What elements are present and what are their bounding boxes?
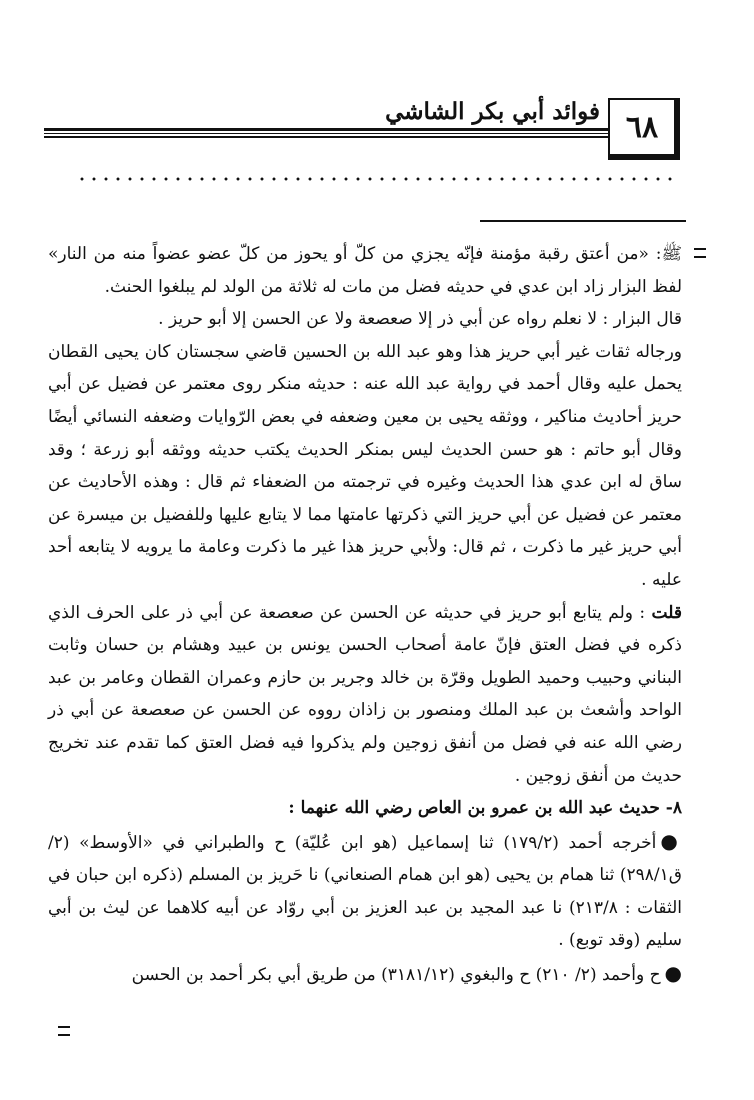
- bullet-item: [48, 825, 682, 957]
- bullet-icon: ●: [664, 961, 682, 986]
- header-rule-thick-2: [44, 136, 610, 138]
- page-body: [48, 238, 682, 992]
- dotted-separator: [76, 176, 676, 182]
- header-rule-thick: [44, 128, 610, 131]
- bullet-text: ح وأحمد (٢/ ٢١٠) ح والبغوي (٣١٨١/١٢) من طريق أبي بكر أحمد بن الحسن: [131, 965, 661, 986]
- qultu-label: قلت: [651, 602, 682, 623]
- margin-mark-bottom: [58, 1026, 70, 1036]
- qultu-text: : ولم يتابع أبو حريز في حديثه عن الحسن عن صعصعة عن أبي ذر على الحرف الذي ذكره في فضل العتق فإنّ عامة أصحاب الحسن يونس بن عبيد وهشام بن حسان وثابت البناني وحبيب وحميد الطويل وقرّة بن خالد وجرير بن حازم وعمران القطان وعامر بن عبد الواحد وأشعث بن عبد الملك ومنصور بن زاذان رووه عن الحسن عن صعصعة عن أبي ذر رضي الله عنه في فضل من أنفق زوجين ولم يذكروا فيه فضل العتق كما تقدم عند تخريج حديث من أنفق زوجين .: [48, 602, 682, 786]
- qultu-paragraph: [48, 597, 682, 793]
- bullet-item: [48, 957, 682, 992]
- section-heading: ٨- حديث عبد الله بن عمرو بن العاص رضي الله عنهما :: [288, 798, 682, 819]
- bullet-text: أخرجه أحمد (١٧٩/٢) ثنا إسماعيل (هو ابن عُليّة) ح والطبراني في «الأوسط» (٢/ق٢٩٨/١) ثنا همام بن يحيى (هو ابن همام الصنعاني) نا حَريز بن المسلم (ذكره ابن حبان في الثقات : ٢١٣/٨) نا عبد المجيد بن عبد العزيز بن أبي روّاد عن أبيه كلاهما عن ليث بن أبي سليم (وقد توبع) .: [48, 832, 683, 951]
- header-rule-thin: [44, 133, 610, 134]
- paragraph: ﷺ: «من أعتق رقبة مؤمنة فإنّه يجزي من كلّ أو يحوز من كلّ عضو عضواً منه من النار» لفظ البزار زاد ابن عدي في حديثه فضل من مات له ثلاثة من الولد لم يبلغوا الحنث.: [48, 244, 682, 297]
- book-title: فوائد أبي بكر الشاشي: [385, 98, 600, 125]
- paragraph: ورجاله ثقات غير أبي حريز هذا وهو عبد الله بن الحسين قاضي سجستان كان يحيى القطان يحمل عليه وقال أحمد في رواية عبد الله عنه : حديثه منكر روى معتمر عن فضيل عن أبي حريز أحاديث مناكير ، ووثقه يحيى بن معين وضعفه في بعض الرّوايات وضعفه النسائي أيضًا وقال أبو حاتم : هو حسن الحديث ليس بمنكر الحديث يكتب حديثه ووثقه أبو زرعة ؛ وقد ساق له ابن عدي هذا الحديث وغيره في ترجمته من الضعفاء ثم قال : وهذه الأحاديث عن معتمر عن فضيل عن أبي حريز التي ذكرتها عامتها مما لا يتابع عليها وللفضيل بن ميسرة عن أبي حريز غير ما ذكرت ، ثم قال: ولأبي حريز هذا غير ما ذكرت وعامة ما يرويه لا يتابعه أحد عليه .: [48, 341, 682, 590]
- paragraph: قال البزار : لا نعلم رواه عن أبي ذر إلا صعصعة ولا عن الحسن إلا أبو حريز .: [158, 309, 682, 330]
- page-number: ٦٨: [608, 98, 680, 160]
- margin-mark-top: [694, 248, 706, 258]
- bullet-icon: ●: [660, 828, 682, 853]
- footnote-rule: [480, 220, 686, 222]
